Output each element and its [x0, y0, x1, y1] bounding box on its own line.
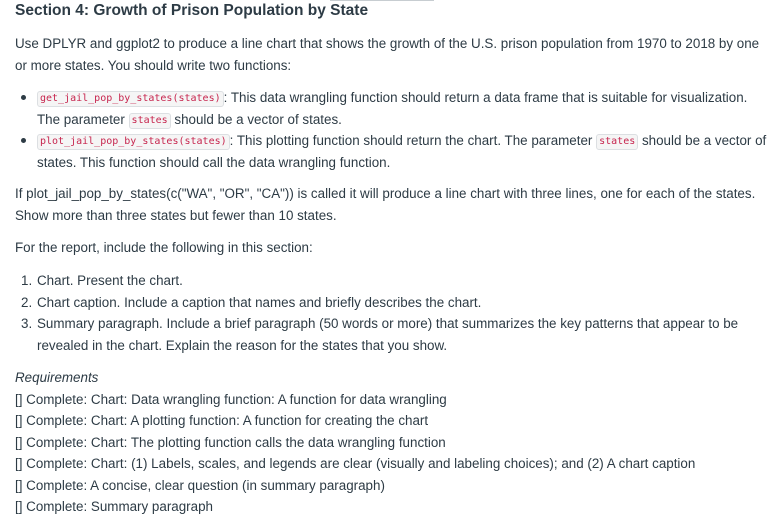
requirement-item: [] Complete: Chart: (1) Labels, scales, and legends are clear (visually and labeling choices); and (2) A chart caption: [15, 456, 696, 471]
section-title: Section 4: Growth of Prison Population by State: [15, 2, 369, 19]
requirement-item: [] Complete: Chart: The plotting function calls the data wrangling function: [15, 434, 446, 450]
function-list: [15, 87, 770, 173]
intro-paragraph: Use DPLYR and ggplot2 to produce a line chart that shows the growth of the U.S. prison population from 1970 to 2018 by one or more states. You should write two functions:: [15, 36, 760, 73]
example-paragraph: If plot_jail_pop_by_states(c("WA", "OR", "CA")) is called it will produce a line chart with three lines, one for each of the states. Show more than three states but fewer than 10 states.: [15, 186, 756, 223]
function-code-wrangling: get_jail_pop_by_states(states): [37, 91, 224, 107]
function-text-wrangling-2: should be a vector of states.: [170, 111, 342, 127]
function-text-plotting-1: : This plotting function should return the chart. The parameter: [229, 133, 597, 148]
requirement-item: [] Complete: A concise, clear question (in summary paragraph): [15, 477, 385, 493]
requirement-item: [] Complete: Chart: Data wrangling function: A function for data wrangling: [15, 391, 447, 407]
report-step-text: Chart caption. Include a caption that names and briefly describes the chart.: [37, 294, 482, 310]
report-intro: For the report, include the following in this section:: [15, 240, 313, 255]
report-step-number: 2.: [21, 294, 33, 310]
param-code-plotting: states: [596, 134, 638, 150]
function-item-wrangling: [15, 87, 770, 130]
requirements-block: [15, 367, 770, 518]
function-text-wrangling-1: : This data wrangling function should return a data frame that is suitable for visualization. The parameter: [37, 90, 748, 127]
requirement-item: [] Complete: Summary paragraph: [15, 499, 213, 514]
function-item-plotting: [15, 130, 770, 173]
report-step-number: 1.: [21, 273, 33, 288]
param-code-wrangling: states: [129, 113, 171, 129]
function-text-plotting-2: should be a vector of states. This function should call the data wrangling function.: [37, 133, 767, 170]
report-step-text: Summary paragraph. Include a brief paragraph (50 words or more) that summarizes the key patterns that appear to be revealed in the chart. Explain the reason for the states that you show.: [37, 316, 739, 353]
report-step: [15, 270, 770, 292]
requirement-item: [] Complete: Chart: A plotting function: A function for creating the chart: [15, 413, 429, 428]
requirements-title: Requirements: [15, 370, 99, 385]
report-step-number: 3.: [21, 316, 33, 331]
report-step: [15, 292, 770, 314]
function-code-plotting: plot_jail_pop_by_states(states): [37, 134, 230, 150]
report-steps-list: [15, 270, 770, 356]
report-step: [15, 313, 770, 356]
report-step-text: Chart. Present the chart.: [37, 273, 183, 288]
